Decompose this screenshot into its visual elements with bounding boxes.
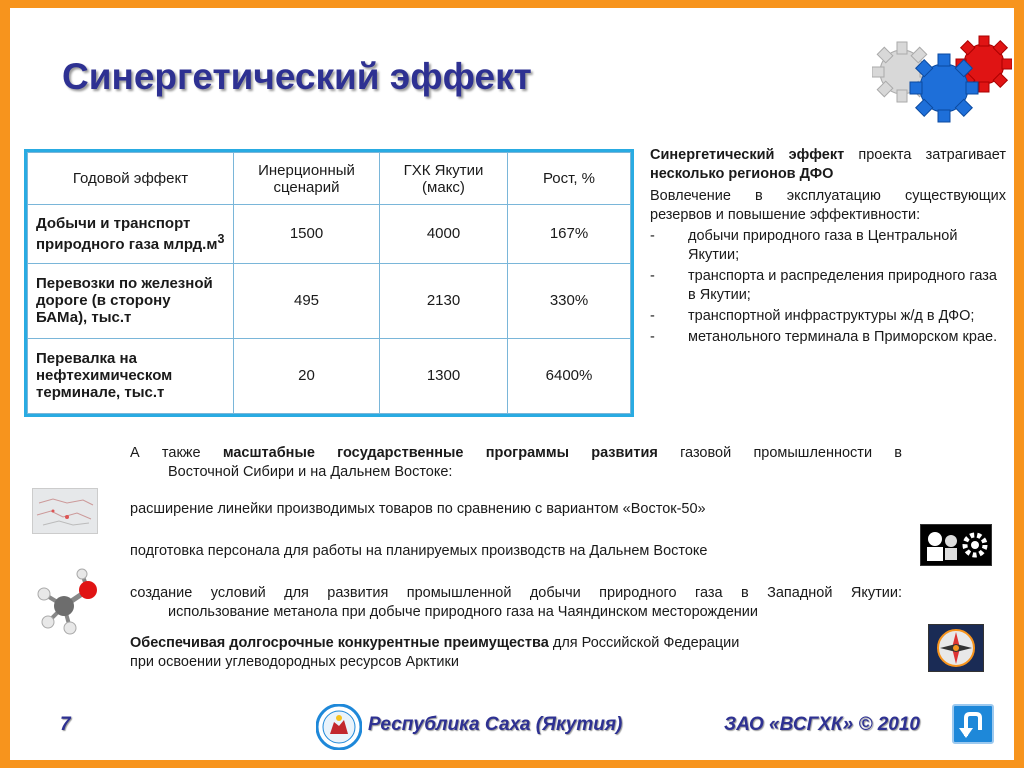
footer-company: ЗАО «ВСГХК» © 2010: [724, 714, 920, 735]
dash-marker: -: [650, 268, 655, 285]
table-row: [28, 338, 631, 413]
advantages-line-2: при освоении углеводородных ресурсов Арктики: [130, 653, 459, 670]
conditions-line-1: создание условий для развития промышленной добычи природного газа в Западной Якутии:: [130, 585, 902, 601]
advantages-bold: Обеспечивая долгосрочные конкурентные преимущества: [130, 635, 549, 651]
header-cell: Инерционный сценарий: [234, 153, 380, 205]
cell-inertial: 20: [234, 338, 380, 413]
cell-growth: 167%: [508, 205, 631, 264]
programs-lead: А также: [130, 445, 223, 461]
page-number: 7: [60, 714, 71, 735]
cell-gkh: 2130: [380, 263, 508, 338]
right-text-block: [650, 146, 1006, 346]
back-button[interactable]: [952, 704, 994, 744]
effect-table: [24, 149, 634, 417]
row-label-text: Добычи и транспорт природного газа млрд.м: [36, 214, 218, 253]
regions-bold: несколько регионов ДФО: [650, 165, 834, 182]
advantages-text: для Российской Федерации: [548, 635, 740, 651]
personnel-line: подготовка персонала для работы на планируемых производств на Дальнем Востоке: [130, 543, 708, 559]
header-cell: Годовой эффект: [28, 153, 234, 205]
row-label: [28, 205, 234, 264]
synergy-text: проекта затрагивает: [844, 147, 1007, 163]
table-row: [28, 263, 631, 338]
footer-region: Республика Саха (Якутия): [368, 714, 623, 735]
row-label-sup: 3: [217, 231, 225, 246]
dash-marker: -: [650, 228, 655, 245]
bullet-text: добычи природного газа в Центральной Якутии;: [688, 228, 958, 264]
advantages-paragraph: [130, 634, 902, 672]
map-icon: [33, 489, 97, 533]
cell-inertial: 1500: [234, 205, 380, 264]
workers-gear-icon: [920, 524, 992, 566]
slide-title: Синергетический эффект: [62, 56, 532, 97]
gears-icon: [872, 32, 1012, 128]
return-arrow-icon: [954, 706, 992, 742]
table-row: [28, 205, 631, 264]
slide: [10, 8, 1014, 760]
cell-inertial: 495: [234, 263, 380, 338]
bullet-item: [650, 267, 1006, 305]
conditions-line-2: использование метанола при добыче природного газа на Чаяндинском месторождении: [168, 603, 758, 620]
programs-tail: газовой промышленности в: [657, 445, 902, 461]
compass-icon: [928, 624, 984, 672]
bullet-text: метанольного терминала в Приморском крае.: [688, 328, 998, 345]
advantages-line-1: [130, 634, 902, 653]
row-label: Перевозки по железной дороге (в сторону БАМа), тыс.т: [28, 263, 234, 338]
programs-paragraph: [130, 444, 902, 482]
dash-marker: -: [650, 328, 655, 345]
header-cell: Рост, %: [508, 153, 631, 205]
bullet-item: [650, 328, 1006, 347]
header-cell: ГХК Якутии (макс): [380, 153, 508, 205]
emblem-icon: [316, 704, 362, 750]
cell-growth: 6400%: [508, 338, 631, 413]
programs-line-2: Восточной Сибири и на Дальнем Востоке:: [168, 463, 453, 480]
involvement-paragraph: Вовлечение в эксплуатацию существующих резервов и повышение эффективности:: [650, 187, 1006, 223]
table-header-row: [28, 153, 631, 205]
cell-gkh: 4000: [380, 205, 508, 264]
synergy-bold: Синергетический эффект: [650, 147, 845, 163]
programs-bold: масштабные государственные программы развития: [222, 445, 658, 461]
conditions-paragraph: [130, 584, 902, 622]
map-thumbnail: [32, 488, 98, 534]
dash-marker: -: [650, 307, 655, 324]
cell-gkh: 1300: [380, 338, 508, 413]
products-line: расширение линейки производимых товаров по сравнению с вариантом «Восток-50»: [130, 501, 706, 517]
synergy-paragraph: [650, 146, 1006, 184]
molecule-icon: [34, 568, 104, 636]
bullet-item: [650, 227, 1006, 265]
bullet-text: транспортной инфраструктуры ж/д в ДФО;: [688, 307, 975, 324]
cell-growth: 330%: [508, 263, 631, 338]
programs-line-1: [130, 444, 902, 463]
bullet-text: транспорта и распределения природного газа в Якутии;: [688, 268, 997, 303]
row-label: Перевалка на нефтехимическом терминале, тыс.т: [28, 338, 234, 413]
bullet-item: [650, 307, 1006, 326]
